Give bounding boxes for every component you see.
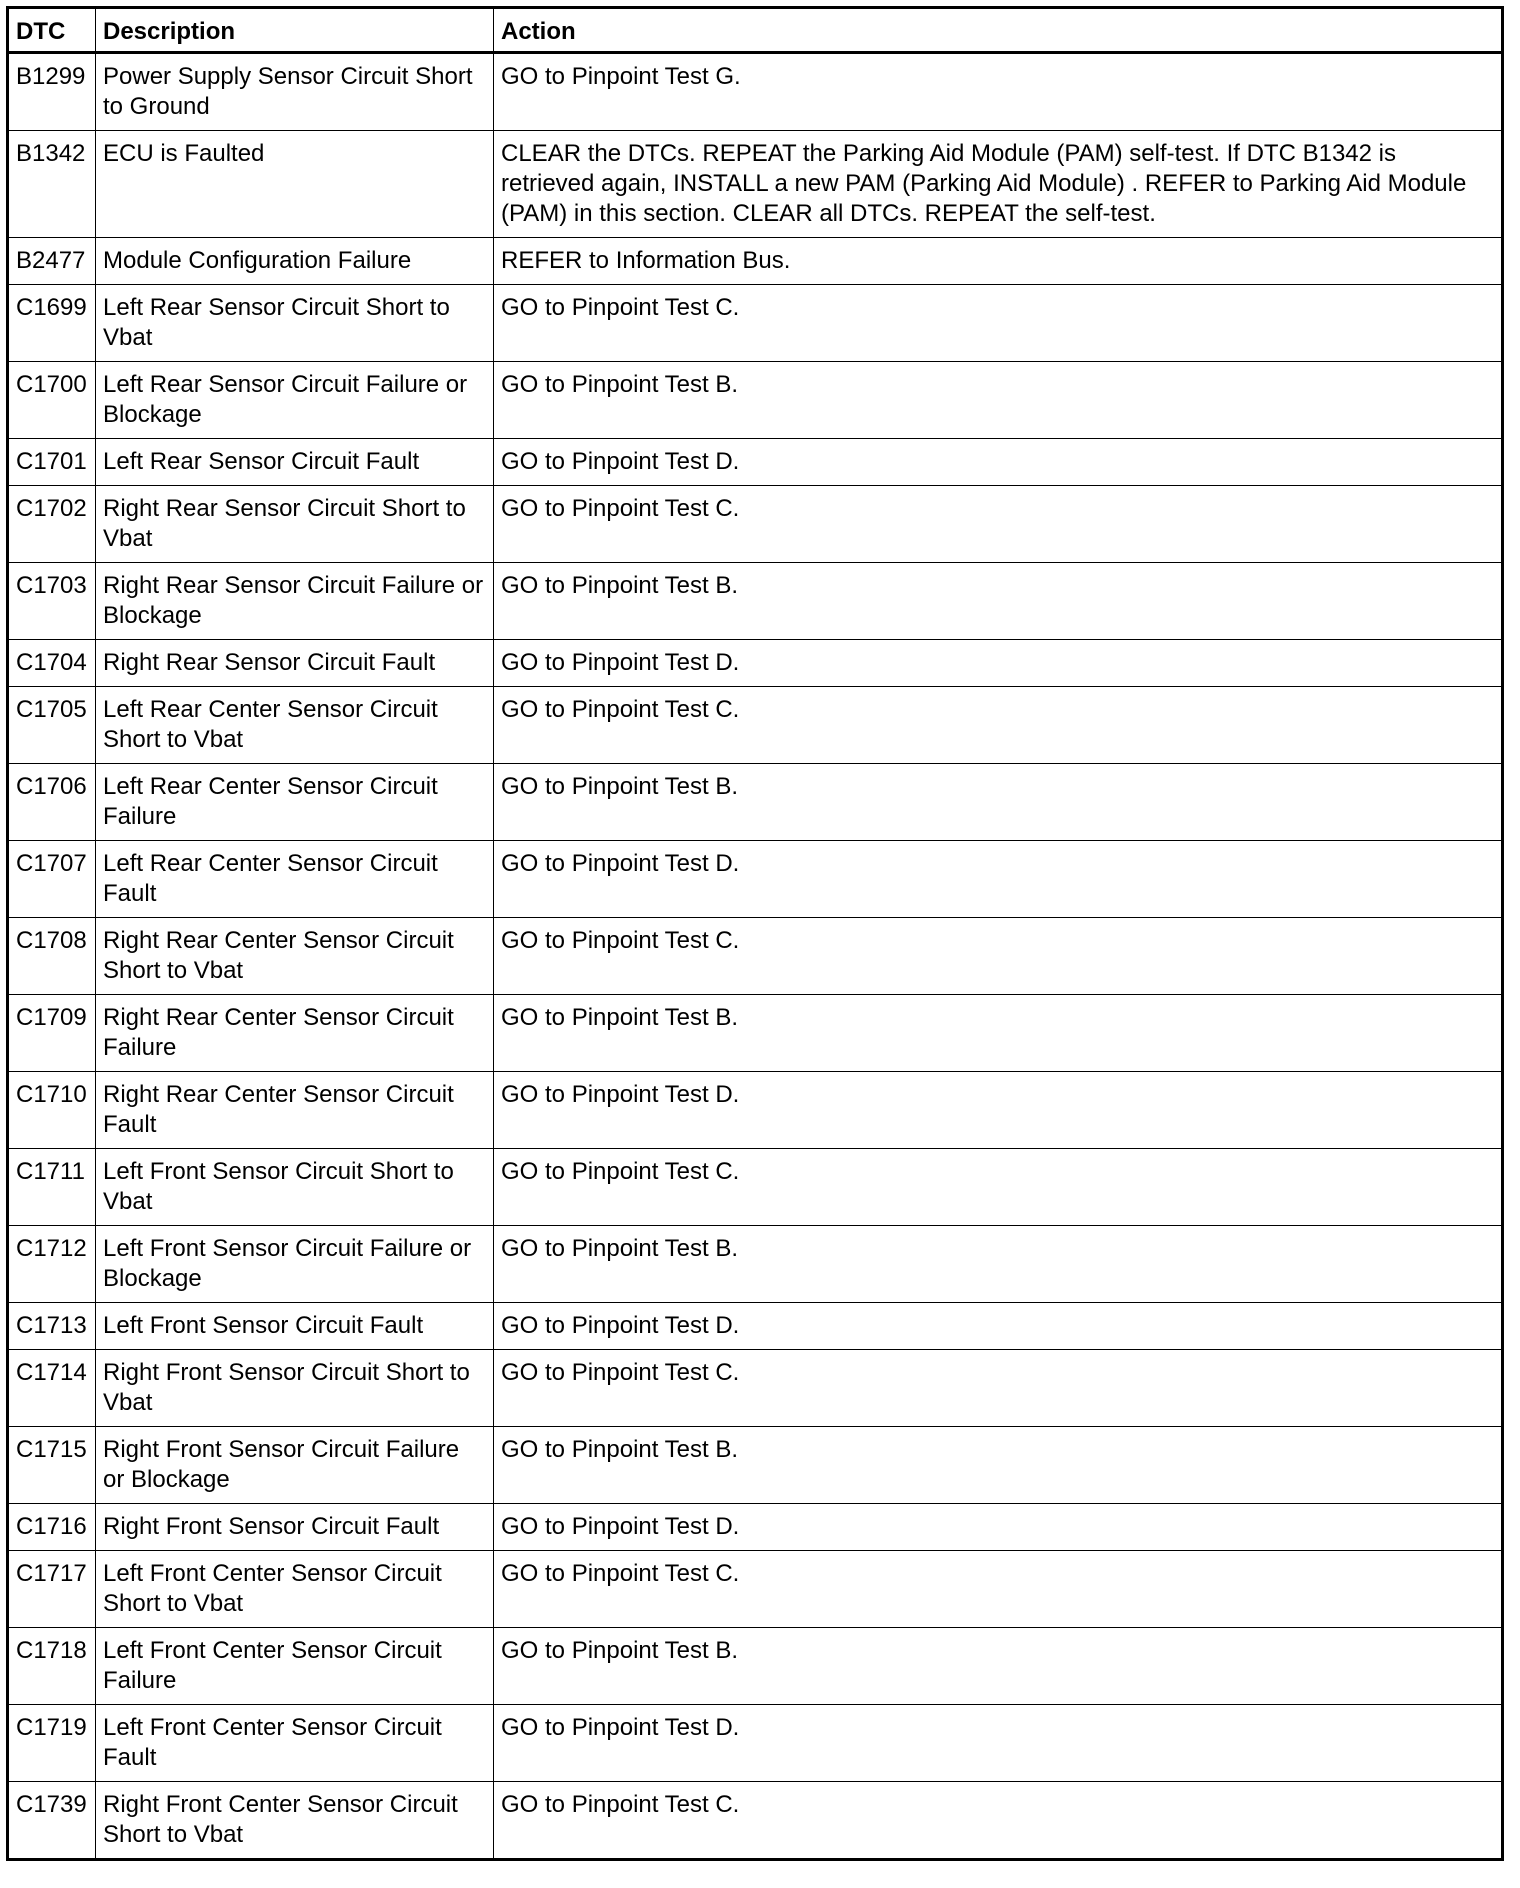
action-cell: GO to Pinpoint Test B. [494, 995, 1503, 1072]
dtc-code-cell: C1719 [8, 1705, 96, 1782]
action-cell: GO to Pinpoint Test D. [494, 841, 1503, 918]
dtc-code-cell: C1710 [8, 1072, 96, 1149]
table-row [8, 563, 1503, 640]
table-row [8, 439, 1503, 486]
dtc-code-cell: C1704 [8, 640, 96, 687]
dtc-table [6, 6, 1504, 1861]
action-cell: GO to Pinpoint Test D. [494, 1072, 1503, 1149]
action-cell: GO to Pinpoint Test G. [494, 53, 1503, 131]
action-cell: GO to Pinpoint Test C. [494, 1350, 1503, 1427]
dtc-code-cell: C1711 [8, 1149, 96, 1226]
description-cell: Left Front Center Sensor Circuit Short to Vbat [96, 1551, 494, 1628]
action-cell: GO to Pinpoint Test B. [494, 362, 1503, 439]
table-row [8, 285, 1503, 362]
action-cell: GO to Pinpoint Test B. [494, 1226, 1503, 1303]
action-cell: CLEAR the DTCs. REPEAT the Parking Aid Module (PAM) self-test. If DTC B1342 is retrieved again, INSTALL a new PAM (Parking Aid Module) . REFER to Parking Aid Module (PAM) in this section. CLEAR all DTCs. REPEAT the self-test. [494, 131, 1503, 238]
action-cell: GO to Pinpoint Test B. [494, 1628, 1503, 1705]
table-body [8, 53, 1503, 1860]
table-row [8, 640, 1503, 687]
table-row [8, 1782, 1503, 1860]
action-cell: REFER to Information Bus. [494, 238, 1503, 285]
action-cell: GO to Pinpoint Test D. [494, 640, 1503, 687]
description-cell: Right Front Sensor Circuit Fault [96, 1504, 494, 1551]
action-cell: GO to Pinpoint Test B. [494, 563, 1503, 640]
description-cell: Left Front Sensor Circuit Fault [96, 1303, 494, 1350]
table-row [8, 995, 1503, 1072]
table-row [8, 764, 1503, 841]
table-row [8, 1628, 1503, 1705]
table-row [8, 362, 1503, 439]
table-row [8, 1072, 1503, 1149]
dtc-code-cell: C1716 [8, 1504, 96, 1551]
description-cell: Left Front Center Sensor Circuit Failure [96, 1628, 494, 1705]
dtc-code-cell: C1706 [8, 764, 96, 841]
table-row [8, 1504, 1503, 1551]
action-cell: GO to Pinpoint Test C. [494, 1149, 1503, 1226]
description-cell: Left Rear Sensor Circuit Failure or Blockage [96, 362, 494, 439]
action-cell: GO to Pinpoint Test C. [494, 918, 1503, 995]
dtc-code-cell: C1703 [8, 563, 96, 640]
action-cell: GO to Pinpoint Test C. [494, 285, 1503, 362]
dtc-code-cell: C1717 [8, 1551, 96, 1628]
description-cell: Right Rear Sensor Circuit Failure or Blockage [96, 563, 494, 640]
action-cell: GO to Pinpoint Test B. [494, 764, 1503, 841]
dtc-code-cell: B2477 [8, 238, 96, 285]
dtc-code-cell: C1701 [8, 439, 96, 486]
dtc-code-cell: C1705 [8, 687, 96, 764]
dtc-code-cell: C1713 [8, 1303, 96, 1350]
dtc-code-cell: C1714 [8, 1350, 96, 1427]
table-row [8, 1303, 1503, 1350]
action-cell: GO to Pinpoint Test C. [494, 687, 1503, 764]
dtc-code-cell: B1342 [8, 131, 96, 238]
table-row [8, 1149, 1503, 1226]
description-cell: Right Front Sensor Circuit Failure or Blockage [96, 1427, 494, 1504]
description-cell: Left Rear Sensor Circuit Fault [96, 439, 494, 486]
column-header-action: Action [494, 8, 1503, 53]
action-cell: GO to Pinpoint Test B. [494, 1427, 1503, 1504]
dtc-code-cell: C1700 [8, 362, 96, 439]
dtc-code-cell: C1707 [8, 841, 96, 918]
dtc-code-cell: C1702 [8, 486, 96, 563]
action-cell: GO to Pinpoint Test C. [494, 486, 1503, 563]
description-cell: Left Rear Center Sensor Circuit Failure [96, 764, 494, 841]
table-row [8, 918, 1503, 995]
dtc-code-cell: C1715 [8, 1427, 96, 1504]
description-cell: Left Rear Center Sensor Circuit Short to Vbat [96, 687, 494, 764]
description-cell: Left Front Sensor Circuit Short to Vbat [96, 1149, 494, 1226]
table-row [8, 687, 1503, 764]
action-cell: GO to Pinpoint Test D. [494, 1303, 1503, 1350]
table-header [8, 8, 1503, 53]
table-row [8, 238, 1503, 285]
dtc-code-cell: C1712 [8, 1226, 96, 1303]
dtc-code-cell: C1708 [8, 918, 96, 995]
description-cell: Left Rear Sensor Circuit Short to Vbat [96, 285, 494, 362]
table-row [8, 1551, 1503, 1628]
dtc-code-cell: C1739 [8, 1782, 96, 1860]
header-row [8, 8, 1503, 53]
description-cell: Left Rear Center Sensor Circuit Fault [96, 841, 494, 918]
column-header-description: Description [96, 8, 494, 53]
table-row [8, 486, 1503, 563]
description-cell: Module Configuration Failure [96, 238, 494, 285]
description-cell: Right Front Center Sensor Circuit Short to Vbat [96, 1782, 494, 1860]
dtc-code-cell: C1718 [8, 1628, 96, 1705]
action-cell: GO to Pinpoint Test D. [494, 439, 1503, 486]
description-cell: Right Front Sensor Circuit Short to Vbat [96, 1350, 494, 1427]
description-cell: Right Rear Center Sensor Circuit Short to Vbat [96, 918, 494, 995]
column-header-dtc: DTC [8, 8, 96, 53]
table-row [8, 1427, 1503, 1504]
description-cell: Right Rear Center Sensor Circuit Failure [96, 995, 494, 1072]
description-cell: Left Front Center Sensor Circuit Fault [96, 1705, 494, 1782]
action-cell: GO to Pinpoint Test C. [494, 1782, 1503, 1860]
table-row [8, 53, 1503, 131]
description-cell: Left Front Sensor Circuit Failure or Blockage [96, 1226, 494, 1303]
table-row [8, 131, 1503, 238]
description-cell: ECU is Faulted [96, 131, 494, 238]
description-cell: Right Rear Sensor Circuit Fault [96, 640, 494, 687]
table-row [8, 841, 1503, 918]
dtc-code-cell: B1299 [8, 53, 96, 131]
table-row [8, 1226, 1503, 1303]
table-row [8, 1705, 1503, 1782]
dtc-code-cell: C1699 [8, 285, 96, 362]
action-cell: GO to Pinpoint Test D. [494, 1705, 1503, 1782]
dtc-code-cell: C1709 [8, 995, 96, 1072]
description-cell: Power Supply Sensor Circuit Short to Ground [96, 53, 494, 131]
description-cell: Right Rear Sensor Circuit Short to Vbat [96, 486, 494, 563]
table-row [8, 1350, 1503, 1427]
action-cell: GO to Pinpoint Test D. [494, 1504, 1503, 1551]
action-cell: GO to Pinpoint Test C. [494, 1551, 1503, 1628]
description-cell: Right Rear Center Sensor Circuit Fault [96, 1072, 494, 1149]
